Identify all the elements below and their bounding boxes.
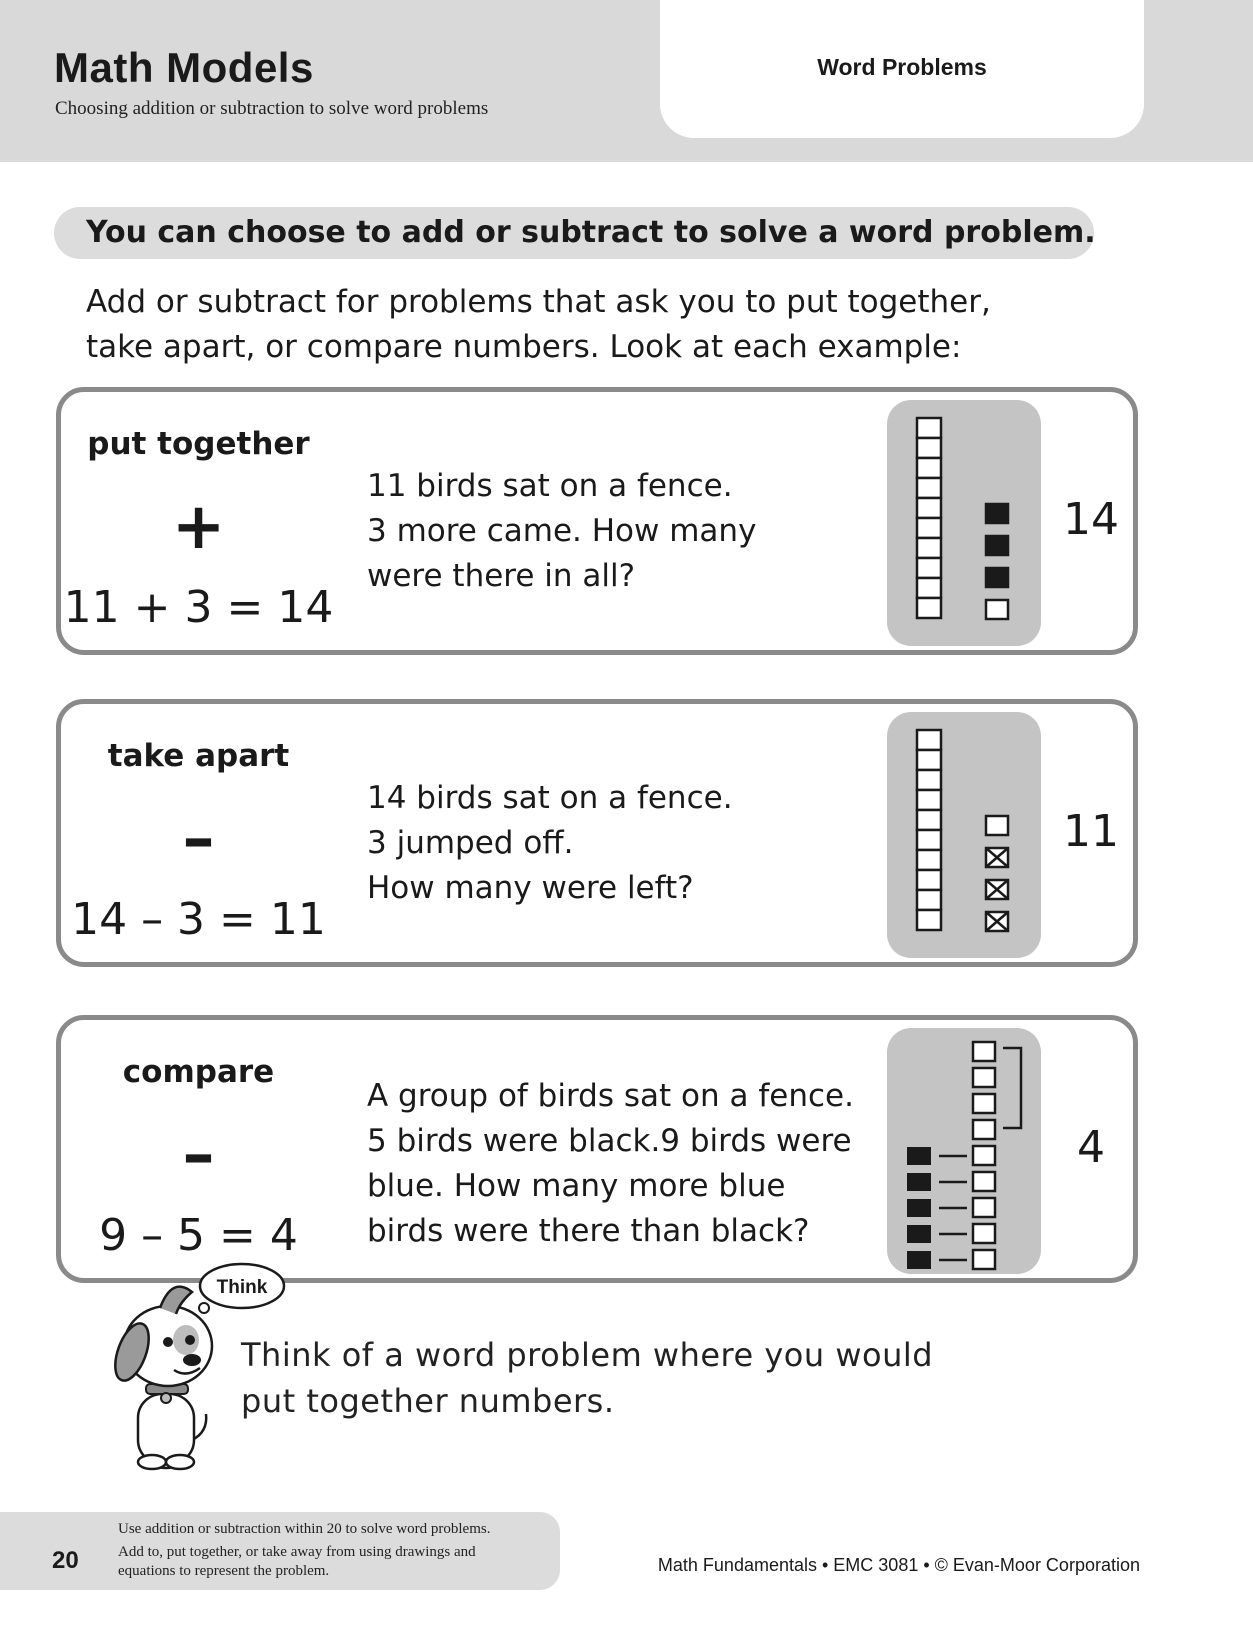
- rule-banner: [54, 207, 1094, 259]
- counter-box: [917, 518, 941, 538]
- think-prompt: [241, 1332, 1041, 1424]
- page-subtitle: Choosing addition or subtraction to solve word problems: [55, 98, 489, 119]
- counter-model: [887, 712, 1041, 958]
- counter-box: [917, 750, 941, 770]
- example-label: put together: [87, 426, 310, 462]
- black-counter: [907, 1225, 931, 1243]
- word-problem-line: A group of birds sat on a fence.: [367, 1078, 854, 1114]
- black-counter: [907, 1173, 931, 1191]
- model-answer: 4: [1077, 1122, 1105, 1173]
- empty-counter: [986, 600, 1008, 619]
- counter-model-drawing: [887, 712, 1041, 958]
- example-label: take apart: [107, 738, 290, 774]
- word-problem: [367, 464, 887, 599]
- blue-counter: [973, 1224, 995, 1243]
- counter-box: [917, 498, 941, 518]
- think-prompt-line: Think of a word problem where you would: [241, 1336, 934, 1374]
- word-problem-line: were there in all?: [367, 558, 636, 594]
- think-bubble-text: Think: [216, 1277, 268, 1298]
- example-equation: 9 – 5 = 4: [99, 1210, 298, 1261]
- model-answer: 11: [1063, 806, 1119, 857]
- intro-line: take apart, or compare numbers. Look at each example:: [86, 329, 962, 365]
- black-counter: [907, 1147, 931, 1165]
- empty-counter: [986, 816, 1008, 835]
- counter-box: [917, 870, 941, 890]
- intro-paragraph: [86, 280, 1086, 370]
- counter-box: [917, 478, 941, 498]
- blue-counter: [973, 1146, 995, 1165]
- page-number: 20: [52, 1547, 79, 1574]
- think-prompt-line: put together numbers.: [241, 1382, 615, 1420]
- page-title: Math Models: [54, 44, 314, 91]
- word-problem-line: How many were left?: [367, 870, 694, 906]
- word-problem-line: blue. How many more blue: [367, 1168, 786, 1204]
- counter-box: [917, 538, 941, 558]
- section-tab-label: Word Problems: [817, 54, 987, 80]
- word-problem: [367, 1074, 887, 1254]
- blue-counter: [973, 1250, 995, 1269]
- standards-line: Add to, put together, or take away from using drawings and: [118, 1544, 476, 1560]
- standards-line: equations to represent the problem.: [118, 1563, 330, 1579]
- counter-box: [917, 850, 941, 870]
- blue-counter: [973, 1172, 995, 1191]
- example-equation: 14 – 3 = 11: [71, 894, 326, 945]
- word-problem-line: 14 birds sat on a fence.: [367, 780, 733, 816]
- filled-counter: [986, 504, 1008, 523]
- standards-note: [118, 1520, 538, 1581]
- blue-counter: [973, 1068, 995, 1087]
- section-tab: [660, 0, 1144, 138]
- filled-counter: [986, 568, 1008, 587]
- counter-box: [917, 770, 941, 790]
- counter-box: [917, 558, 941, 578]
- rule-banner-text: You can choose to add or subtract to solve a word problem.: [86, 215, 1096, 250]
- example-card-take-apart: [56, 699, 1138, 967]
- counter-box: [917, 830, 941, 850]
- black-counter: [907, 1251, 931, 1269]
- publisher-credit: Math Fundamentals • EMC 3081 • © Evan-Moor Corporation: [657, 1555, 1140, 1575]
- example-equation: 11 + 3 = 14: [63, 582, 334, 633]
- compare-model: [887, 1028, 1041, 1274]
- difference-bracket: [1003, 1048, 1021, 1128]
- word-problem-line: 5 birds were black.9 birds were: [367, 1123, 852, 1159]
- standards-line: Use addition or subtraction within 20 to solve word problems.: [118, 1521, 491, 1537]
- counter-box: [917, 810, 941, 830]
- counter-box: [917, 458, 941, 478]
- counter-box: [917, 418, 941, 438]
- filled-counter: [986, 536, 1008, 555]
- operator-symbol: +: [171, 490, 226, 564]
- counter-box: [917, 790, 941, 810]
- word-problem-line: 3 jumped off.: [367, 825, 574, 861]
- counter-model: [887, 400, 1041, 646]
- blue-counter: [973, 1042, 995, 1061]
- example-label: compare: [122, 1054, 275, 1090]
- word-problem-line: 3 more came. How many: [367, 513, 757, 549]
- blue-counter: [973, 1120, 995, 1139]
- operator-symbol: –: [182, 1118, 215, 1192]
- compare-model-drawing: [887, 1028, 1041, 1274]
- counter-box: [917, 598, 941, 618]
- example-card-compare: [56, 1015, 1138, 1283]
- word-problem-line: 11 birds sat on a fence.: [367, 468, 733, 504]
- counter-model-drawing: [887, 400, 1041, 646]
- intro-line: Add or subtract for problems that ask you to put together,: [86, 284, 991, 320]
- blue-counter: [973, 1094, 995, 1113]
- word-problem: [367, 776, 887, 911]
- counter-box: [917, 890, 941, 910]
- model-answer: 14: [1063, 494, 1119, 545]
- operator-symbol: –: [182, 802, 215, 876]
- counter-box: [917, 438, 941, 458]
- blue-counter: [973, 1198, 995, 1217]
- example-card-put-together: [56, 387, 1138, 655]
- black-counter: [907, 1199, 931, 1217]
- counter-box: [917, 578, 941, 598]
- counter-box: [917, 730, 941, 750]
- word-problem-line: birds were there than black?: [367, 1213, 810, 1249]
- counter-box: [917, 910, 941, 930]
